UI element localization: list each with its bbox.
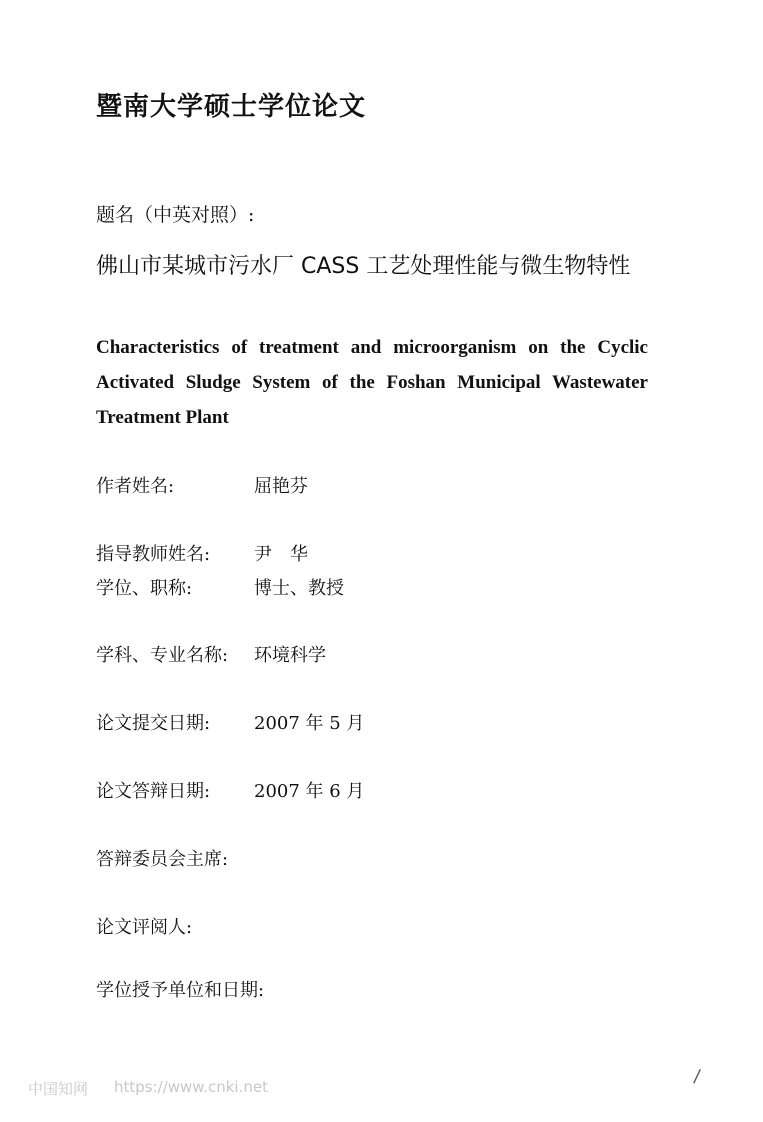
advisor-value: 尹 华	[254, 544, 308, 565]
degree-title-label: 学位、职称:	[96, 578, 193, 599]
author-label: 作者姓名:	[96, 476, 175, 497]
scan-mark: /	[692, 1065, 702, 1088]
university-thesis-header: 暨南大学硕士学位论文	[96, 92, 367, 122]
cnki-url: https://www.cnki.net	[114, 1078, 268, 1096]
defense-date-value: 2007 年 6 月	[254, 781, 365, 802]
title-label: 题名（中英对照）:	[96, 204, 255, 226]
chinese-title: 佛山市某城市污水厂 CASS 工艺处理性能与微生物特性	[96, 254, 631, 279]
submit-date-label: 论文提交日期:	[96, 713, 211, 734]
reviewer-label: 论文评阅人:	[96, 917, 193, 938]
major-label: 学科、专业名称:	[96, 645, 229, 666]
english-title: Characteristics of treatment and microorganism on the Cyclic Activated Sludge System of the Foshan Municipal Wastewater Treatment Plant	[96, 337, 648, 428]
degree-grantor-label: 学位授予单位和日期:	[96, 980, 265, 1001]
author-value: 屈艳芬	[254, 476, 308, 497]
cnki-watermark: 中国知网	[28, 1080, 89, 1098]
advisor-label: 指导教师姓名:	[96, 544, 211, 565]
submit-date-value: 2007 年 5 月	[254, 713, 365, 734]
degree-title-value: 博士、教授	[254, 578, 344, 599]
defense-date-label: 论文答辩日期:	[96, 781, 211, 802]
major-value: 环境科学	[254, 645, 326, 666]
committee-chair-label: 答辩委员会主席:	[96, 849, 229, 870]
